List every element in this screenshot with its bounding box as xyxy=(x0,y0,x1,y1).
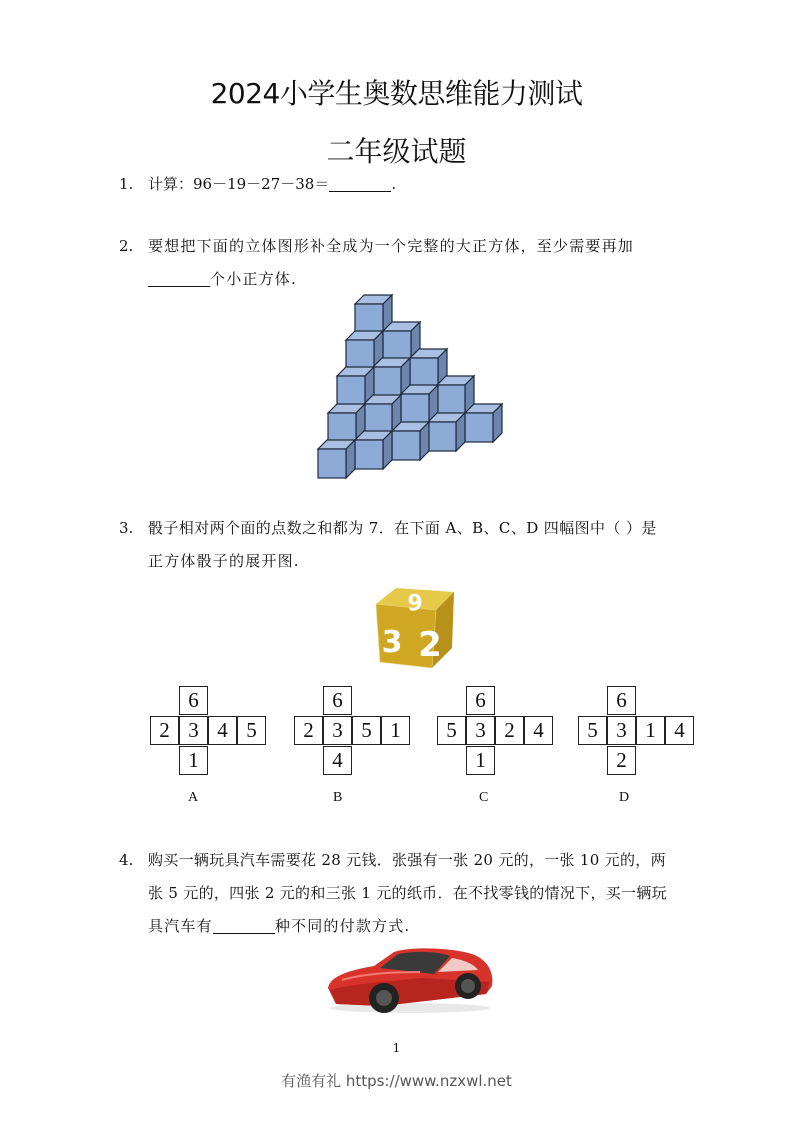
net-cell: 2 xyxy=(294,716,323,745)
dice-net-d[interactable] xyxy=(578,686,700,776)
net-label-b: B xyxy=(333,790,343,805)
page-title: 2024小学生奥数思维能力测试 xyxy=(210,77,583,110)
net-cell: 1 xyxy=(179,746,208,775)
net-cell: 6 xyxy=(323,686,352,715)
page-number: 1 xyxy=(392,1041,401,1055)
cube-staircase-figure xyxy=(310,290,510,485)
dice-net-b[interactable] xyxy=(294,686,416,776)
question-number: 4. xyxy=(119,851,134,869)
question-number: 3. xyxy=(119,519,134,537)
page-subtitle: 二年级试题 xyxy=(326,135,467,168)
net-cell: 3 xyxy=(466,716,495,745)
question-text-cont: 正方体骰子的展开图. xyxy=(148,552,300,570)
svg-text:3: 3 xyxy=(381,625,403,660)
net-cell: 5 xyxy=(578,716,607,745)
net-cell: 4 xyxy=(665,716,694,745)
net-cell: 2 xyxy=(150,716,179,745)
watermark[interactable]: 有渔有礼 https://www.nzxwl.net xyxy=(281,1072,512,1090)
net-cell: 5 xyxy=(237,716,266,745)
net-cell: 3 xyxy=(323,716,352,745)
question-text-cont: 种不同的付款方式. xyxy=(274,917,411,935)
answer-blank[interactable] xyxy=(148,268,210,287)
question-1 xyxy=(119,168,679,201)
net-label-d: D xyxy=(619,790,630,805)
question-text-cont: 张 5 元的，四张 2 元的和三张 1 元的纸币．在不找零钱的情况下，买一辆玩 xyxy=(148,884,667,902)
net-cell: 3 xyxy=(607,716,636,745)
dice-net-a[interactable] xyxy=(150,686,272,776)
net-cell: 6 xyxy=(607,686,636,715)
net-cell: 2 xyxy=(495,716,524,745)
svg-text:2: 2 xyxy=(418,625,442,665)
net-label-c: C xyxy=(479,790,489,805)
question-text-cont: 个小正方体. xyxy=(210,270,297,288)
net-cell: 2 xyxy=(607,746,636,775)
question-3 xyxy=(119,512,679,578)
net-cell: 5 xyxy=(437,716,466,745)
question-text: 骰子相对两个面的点数之和都为 7．在下面 A、B、C、D 四幅图中（ ）是 xyxy=(148,519,657,537)
dice-image xyxy=(370,582,460,674)
net-cell: 4 xyxy=(524,716,553,745)
net-label-a: A xyxy=(188,790,199,805)
toy-car-image xyxy=(322,942,497,1017)
net-cell: 6 xyxy=(179,686,208,715)
question-text-cont: 具汽车有 xyxy=(148,917,213,935)
period: . xyxy=(391,175,398,193)
question-4 xyxy=(119,844,679,943)
question-text: 计算：96－19－27－38＝ xyxy=(148,175,330,193)
net-cell: 1 xyxy=(636,716,665,745)
question-text: 要想把下面的立体图形补全成为一个完整的大正方体，至少需要再加 xyxy=(148,237,635,255)
answer-blank[interactable] xyxy=(213,915,275,934)
net-cell: 4 xyxy=(323,746,352,775)
net-cell: 6 xyxy=(466,686,495,715)
question-2 xyxy=(119,230,679,296)
net-cell: 4 xyxy=(208,716,237,745)
net-cell: 1 xyxy=(466,746,495,775)
svg-text:6: 6 xyxy=(407,588,423,613)
net-cell: 5 xyxy=(352,716,381,745)
question-number: 2. xyxy=(119,237,134,255)
net-cell: 1 xyxy=(381,716,410,745)
dice-net-c[interactable] xyxy=(437,686,559,776)
answer-blank[interactable] xyxy=(329,173,391,192)
question-number: 1. xyxy=(119,175,134,193)
net-cell: 3 xyxy=(179,716,208,745)
question-text: 购买一辆玩具汽车需要花 28 元钱．张强有一张 20 元的，一张 10 元的，两 xyxy=(148,851,666,869)
